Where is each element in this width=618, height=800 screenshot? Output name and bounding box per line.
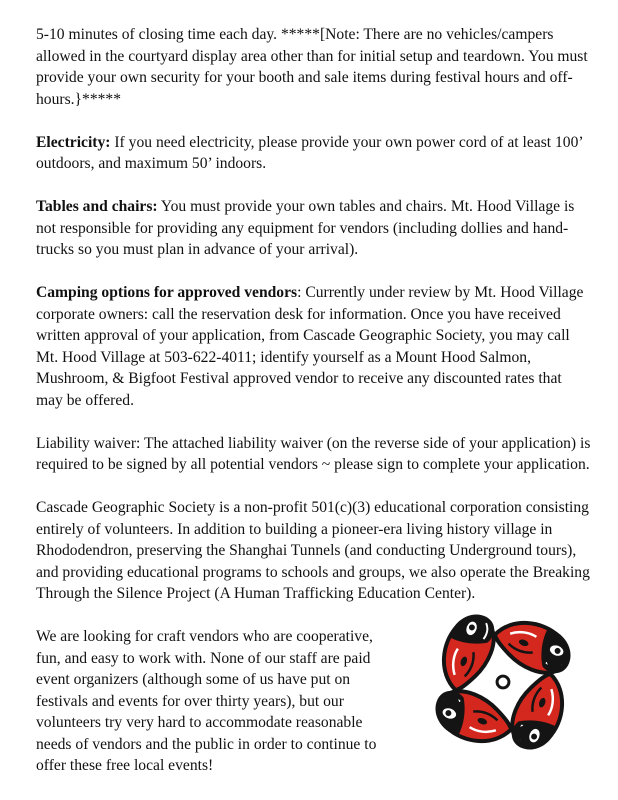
society-paragraph: Cascade Geographic Society is a non-profit 501(c)(3) educational corporation consisting entirely of volunteers. In addition to building a pioneer-era living history village in Rhododendron, preserving the Shanghai Tunnels (and conducting Underground tours), and providing educational programs to schools and groups, we also operate the Breaking Through the Silence Project (A Human Trafficking Education Center). xyxy=(36,499,590,602)
camping-text: : Currently under review by Mt. Hood Village corporate owners: call the reservation desk for information. Once you have received written approval of your application, from Cascade Geographic Society, you may call Mt. Hood Village at 503-622-4011; identify yourself as a Mount Hood Salmon, Mushroom, & Bigfoot Festival approved vendor to receive any discounted rates that may be offered. xyxy=(36,284,584,409)
camping-paragraph xyxy=(36,282,592,411)
tables-label: Tables and chairs: xyxy=(36,198,158,215)
salmon-circle-icon xyxy=(404,602,602,762)
electricity-text: If you need electricity, please provide your own power cord of at least 100’ outdoors, and maximum 50’ indoors. xyxy=(36,133,583,172)
liability-paragraph: Liability waiver: The attached liability waiver (on the reverse side of your application) is required to be signed by all potential vendors ~ please sign to complete your application. xyxy=(36,434,591,473)
tables-paragraph xyxy=(36,196,592,261)
closing-time-note: 5-10 minutes of closing time each day. *****[Note: There are no vehicles/campers allowed in the courtyard display area other than for initial setup and teardown. You must provide your own security for your booth and sale items during festival hours and off-hours.}***** xyxy=(36,26,588,108)
tables-text: You must provide your own tables and chairs. Mt. Hood Village is not responsible for providing any equipment for vendors (including dollies and hand-trucks so you must plan in advance of your arrival). xyxy=(36,198,575,258)
vendors-paragraph: We are looking for craft vendors who are cooperative, fun, and easy to work with. None of our staff are paid event organizers (although some of us have put on festivals and events for over thirty years), but our volunteers try very hard to accommodate reasonable needs of vendors and the public in order to continue to offer these free local events! xyxy=(36,628,377,774)
camping-label: Camping options for approved vendors xyxy=(36,284,298,301)
electricity-label: Electricity: xyxy=(36,133,111,151)
electricity-paragraph xyxy=(36,132,592,175)
